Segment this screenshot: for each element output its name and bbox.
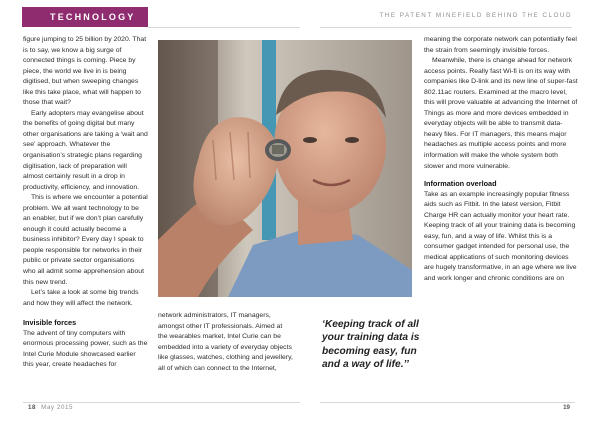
footer-rule-right — [320, 402, 575, 403]
page-number-left: 18 — [28, 404, 37, 411]
issue-date: May 2015 — [41, 404, 74, 411]
paragraph: Early adopters may evangelise about the benefits of going digital but many other organisations are taking a ‘wait and see’ approach. Whatever the organisation’s strategic plans regarding digitisation, lack of preparation will almost certainly result in a drop in productivity, efficiency, and innovation. — [23, 109, 148, 191]
paragraph: Meanwhile, there is change ahead for network access points. Really fast Wi-fi is on its way with companies like D-link and its new line of super-fast 802.11ac routers. Examined at the macro level, this will prove valuable at advancing the Internet of Things as more and more devices embedded in everyday objects will be able to transmit data-heavy files. For IT managers, this means major headaches as multiple access points and more information will make the whole system both slower and more vulnerable. — [424, 57, 578, 170]
header-rule-left — [148, 27, 300, 28]
photo-man-holding-chip — [158, 40, 412, 297]
footer-left — [28, 404, 73, 411]
header-rule-right — [320, 27, 572, 28]
page-number-right: 19 — [563, 404, 570, 411]
section-label: TECHNOLOGY — [22, 7, 148, 27]
article-column-left — [23, 35, 148, 371]
paragraph: figure jumping to 25 billion by 2020. That is to say, we know a big surge of connected things is coming. Piece by piece, the world we live in is being digitised, but when sweeping changes like this take place, what will happen to those that wait? — [23, 36, 147, 107]
article-photo — [158, 40, 412, 297]
paragraph: This is where we encounter a potential problem. We all want technology to be an enabler, but if we don’t plan carefully enough it could actually become a business inhibitor? Every day I speak to people responsible for networks in their public or private sector organisations who all admit some apprehension about this new trend. — [23, 194, 148, 286]
pull-quote: ‘Keeping track of all your training data is becoming easy, fun and a way of life.’’ — [322, 319, 420, 370]
paragraph: Let’s take a look at some big trends and how they will affect the network. — [23, 289, 139, 307]
running-head: THE PATENT MINEFIELD BEHIND THE CLOUD — [379, 12, 572, 19]
paragraph: network administrators, IT managers, amongst other IT professionals. Aimed at the wearables market, Intel Curie can be embedded into a variety of everyday objects like glasses, watches, clothing and jewellery, all of which can connect to the Internet, — [158, 312, 293, 372]
paragraph: The advent of tiny computers with enormous processing power, such as the Intel Curie Module showcased earlier this year, create headaches for — [23, 329, 148, 369]
article-column-middle — [158, 311, 293, 374]
subheading-information-overload: Information overload — [424, 179, 497, 189]
article-column-right — [424, 35, 578, 285]
footer-rule-left — [23, 402, 300, 403]
paragraph: Take as an example increasingly popular fitness aids such as Fitbit. In the latest version, Fitbit Charge HR can actually monitor your heart rate. Keeping track of all your training data is becoming easy, fun, and a way of life. Whilst this is a consumer gadget intended for personal use, the medical applications of such monitoring devices are hugely transformative, in an age where we live and work longer and chronic conditions are on — [424, 190, 577, 283]
subheading-invisible-forces: Invisible forces — [23, 318, 77, 328]
paragraph: meaning the corporate network can potentially feel the strain from seemingly invisible forces. — [424, 36, 577, 54]
